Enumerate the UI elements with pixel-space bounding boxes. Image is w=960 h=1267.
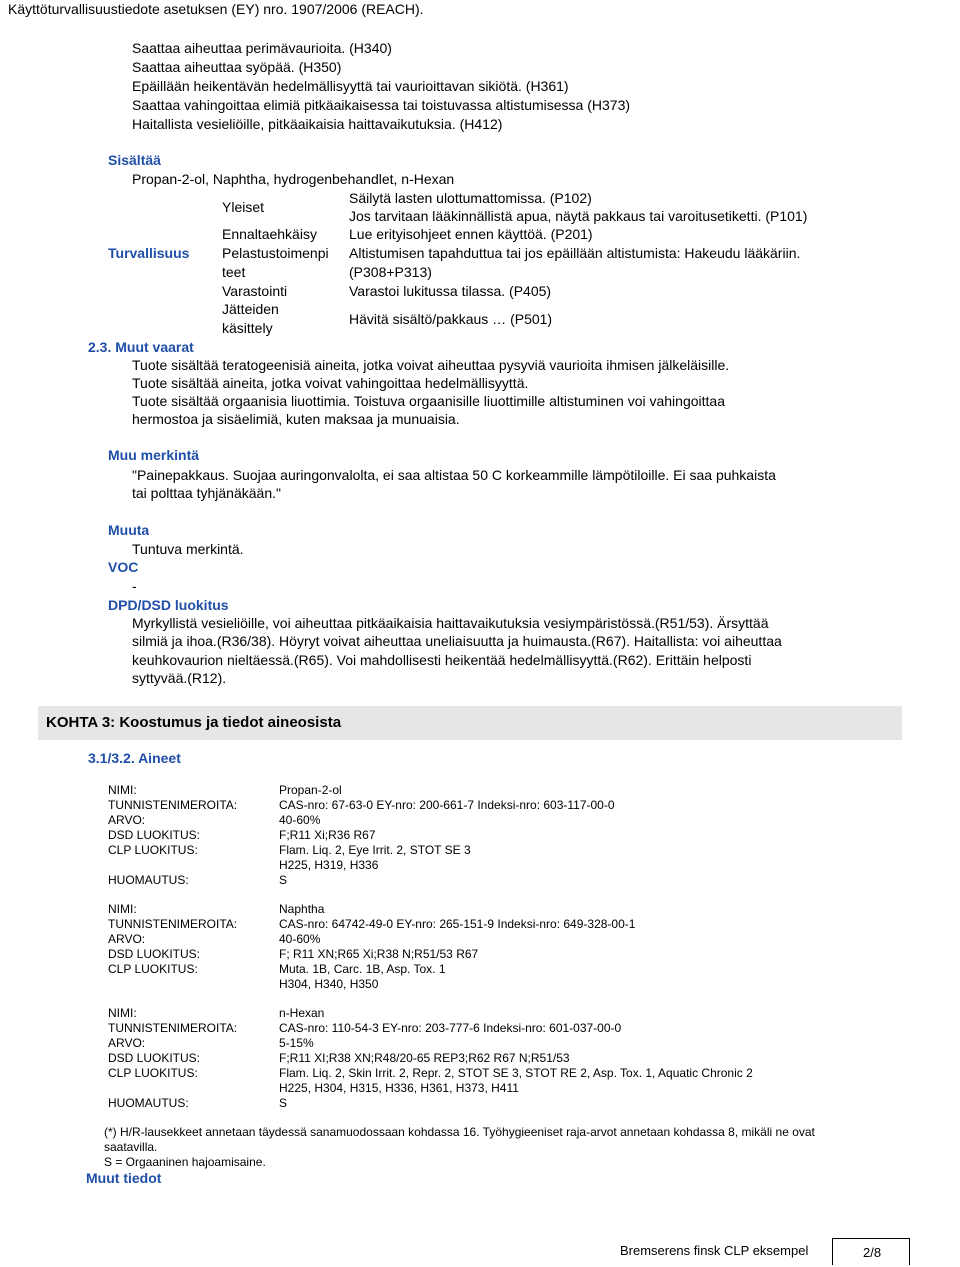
label-name: NIMI: <box>108 783 137 797</box>
dpd-line: syttyvää.(R12). <box>132 670 227 686</box>
label-dsd: DSD LUOKITUS: <box>108 1051 201 1065</box>
document-header: Käyttöturvallisuustiedote asetuksen (EY) nro. 1907/2006 (REACH). <box>8 1 424 17</box>
label-clp: CLP LUOKITUS: <box>108 843 198 857</box>
hazard-line: Haitallista vesieliöille, pitkäaikaisia haittavaikutuksia. (H412) <box>132 116 503 132</box>
other-label-line: "Painepakkaus. Suojaa auringonvalolta, ei saa altistaa 50 C korkeammille lämpötiloille. Ei saa puhkaista <box>132 467 776 483</box>
hazard-line: Epäillään heikentävän hedelmällisyyttä tai vaurioittavan sikiötä. (H361) <box>132 78 569 94</box>
label-dsd: DSD LUOKITUS: <box>108 828 201 842</box>
substance-name: Propan-2-ol <box>279 783 342 797</box>
substance-value: 5-15% <box>279 1036 314 1050</box>
substance-clp: Flam. Liq. 2, Skin Irrit. 2, Repr. 2, STOT SE 3, STOT RE 2, Asp. Tox. 1, Aquatic Chronic 2 <box>279 1066 753 1080</box>
label-dsd: DSD LUOKITUS: <box>108 947 201 961</box>
safety-response-text: Altistumisen tapahduttua tai jos epäillään altistumista: Hakeudu lääkäriin. <box>349 245 801 261</box>
label-name: NIMI: <box>108 1006 137 1020</box>
safety-heading: Turvallisuus <box>108 245 190 261</box>
safety-storage-text: Varastoi lukitussa tilassa. (P405) <box>349 283 552 299</box>
label-identifiers: TUNNISTENIMEROITA: <box>108 1021 238 1035</box>
section-3-bar <box>38 706 902 740</box>
safety-disposal-label: käsittely <box>222 320 273 336</box>
page-number: 2/8 <box>863 1245 882 1260</box>
substance-name: Naphtha <box>279 902 325 916</box>
footnote-line: (*) H/R-lausekkeet annetaan täydessä sanamuodossaan kohdassa 16. Työhygieeniset raja-arvot annetaan kohdassa 8, mikäli ne ovat <box>104 1125 815 1139</box>
substance-value: 40-60% <box>279 813 321 827</box>
label-value: ARVO: <box>108 1036 146 1050</box>
other-hazards-line: Tuote sisältää orgaanisia liuottimia. Toistuva orgaanisille liuottimille altistuminen voi vahingoittaa <box>132 393 725 409</box>
safety-prevention-text: Lue erityisohjeet ennen käyttöä. (P201) <box>349 226 593 242</box>
substance-identifiers: CAS-nro: 64742-49-0 EY-nro: 265-151-9 Indeksi-nro: 649-328-00-1 <box>279 917 636 931</box>
label-clp: CLP LUOKITUS: <box>108 962 198 976</box>
safety-response-label: teet <box>222 264 246 280</box>
dpd-heading: DPD/DSD luokitus <box>108 597 229 613</box>
hazard-line: Saattaa aiheuttaa syöpää. (H350) <box>132 59 342 75</box>
dpd-line: keuhkovaurion nieltäessä.(R65). Voi mahdollisesti heikentää hedelmällisyyttä.(R62). Erittäin helposti <box>132 652 752 668</box>
safety-prevention-label: Ennaltaehkäisy <box>222 226 317 242</box>
substance-clp-h: H225, H319, H336 <box>279 858 379 872</box>
label-note: HUOMAUTUS: <box>108 1096 189 1110</box>
substance-clp-h: H304, H340, H350 <box>279 977 379 991</box>
label-value: ARVO: <box>108 813 146 827</box>
footnote-line: saatavilla. <box>104 1140 158 1154</box>
safety-disposal-label: Jätteiden <box>222 301 279 317</box>
footer-document-name: Bremserens finsk CLP eksempel <box>620 1243 809 1258</box>
label-name: NIMI: <box>108 902 137 916</box>
substance-dsd: F; R11 XN;R65 Xi;R38 N;R51/53 R67 <box>279 947 479 961</box>
other-hazards-line: Tuote sisältää aineita, jotka voivat vahingoittaa hedelmällisyyttä. <box>132 375 529 391</box>
label-identifiers: TUNNISTENIMEROITA: <box>108 917 238 931</box>
voc-text: - <box>132 578 137 594</box>
footnote-line: S = Orgaaninen hajoamisaine. <box>104 1155 266 1169</box>
more-info-heading: Muut tiedot <box>86 1170 162 1186</box>
safety-response-label: Pelastustoimenpi <box>222 245 329 261</box>
contains-heading: Sisältää <box>108 152 161 168</box>
dpd-line: Myrkyllistä vesieliöille, voi aiheuttaa pitkäaikaisia haittavaikutuksia vesiympäristössä.(R51/53). Ärsyttää <box>132 615 769 631</box>
safety-general-text: Jos tarvitaan lääkinnällistä apua, näytä pakkaus tai varoitusetiketti. (P101) <box>349 208 808 224</box>
other-hazards-line: Tuote sisältää teratogeenisiä aineita, jotka voivat aiheuttaa pysyviä vaurioita ihmisen jälkeläisille. <box>132 357 730 373</box>
other-hazards-heading: 2.3. Muut vaarat <box>88 339 194 355</box>
safety-response-text: (P308+P313) <box>349 264 432 280</box>
safety-disposal-text: Hävitä sisältö/pakkaus … (P501) <box>349 311 553 327</box>
substance-note: S <box>279 1096 288 1110</box>
other-label-line: tai polttaa tyhjänäkään." <box>132 485 281 501</box>
label-clp: CLP LUOKITUS: <box>108 1066 198 1080</box>
substance-value: 40-60% <box>279 932 321 946</box>
other-hazards-line: hermostoa ja sisäelimiä, kuten maksaa ja munuaisia. <box>132 411 460 427</box>
substance-dsd: F;R11 Xi;R36 R67 <box>279 828 376 842</box>
safety-general-text: Säilytä lasten ulottumattomissa. (P102) <box>349 190 592 206</box>
dpd-line: silmiä ja ihoa.(R36/38). Höyryt voivat aiheuttaa uneliaisuutta ja huimausta.(R67). Haitallista: voi aiheuttaa <box>132 633 782 649</box>
substance-clp-h: H225, H304, H315, H336, H361, H373, H411 <box>279 1081 519 1095</box>
voc-heading: VOC <box>108 559 139 575</box>
section-3-title: KOHTA 3: Koostumus ja tiedot aineosista <box>46 714 342 731</box>
page-number-box <box>832 1238 910 1265</box>
hazard-line: Saattaa vahingoittaa elimiä pitkäaikaisessa tai toistuvassa altistumisessa (H373) <box>132 97 631 113</box>
hazard-line: Saattaa aiheuttaa perimävaurioita. (H340) <box>132 40 392 56</box>
substance-identifiers: CAS-nro: 67-63-0 EY-nro: 200-661-7 Indeksi-nro: 603-117-00-0 <box>279 798 615 812</box>
label-note: HUOMAUTUS: <box>108 873 189 887</box>
section-3-subtitle: 3.1/3.2. Aineet <box>88 750 181 766</box>
label-value: ARVO: <box>108 932 146 946</box>
substance-clp: Flam. Liq. 2, Eye Irrit. 2, STOT SE 3 <box>279 843 471 857</box>
safety-general-label: Yleiset <box>222 199 265 215</box>
substance-identifiers: CAS-nro: 110-54-3 EY-nro: 203-777-6 Indeksi-nro: 601-037-00-0 <box>279 1021 622 1035</box>
safety-storage-label: Varastointi <box>222 283 288 299</box>
label-identifiers: TUNNISTENIMEROITA: <box>108 798 238 812</box>
substance-name: n-Hexan <box>279 1006 325 1020</box>
contains-text: Propan-2-ol, Naphtha, hydrogenbehandlet, n-Hexan <box>132 171 455 187</box>
substance-clp: Muta. 1B, Carc. 1B, Asp. Tox. 1 <box>279 962 446 976</box>
muuta-heading: Muuta <box>108 522 150 538</box>
muuta-text: Tuntuva merkintä. <box>132 541 244 557</box>
substance-dsd: F;R11 XI;R38 XN;R48/20-65 REP3;R62 R67 N;R51/53 <box>279 1051 570 1065</box>
substance-note: S <box>279 873 288 887</box>
other-label-heading: Muu merkintä <box>108 447 200 463</box>
